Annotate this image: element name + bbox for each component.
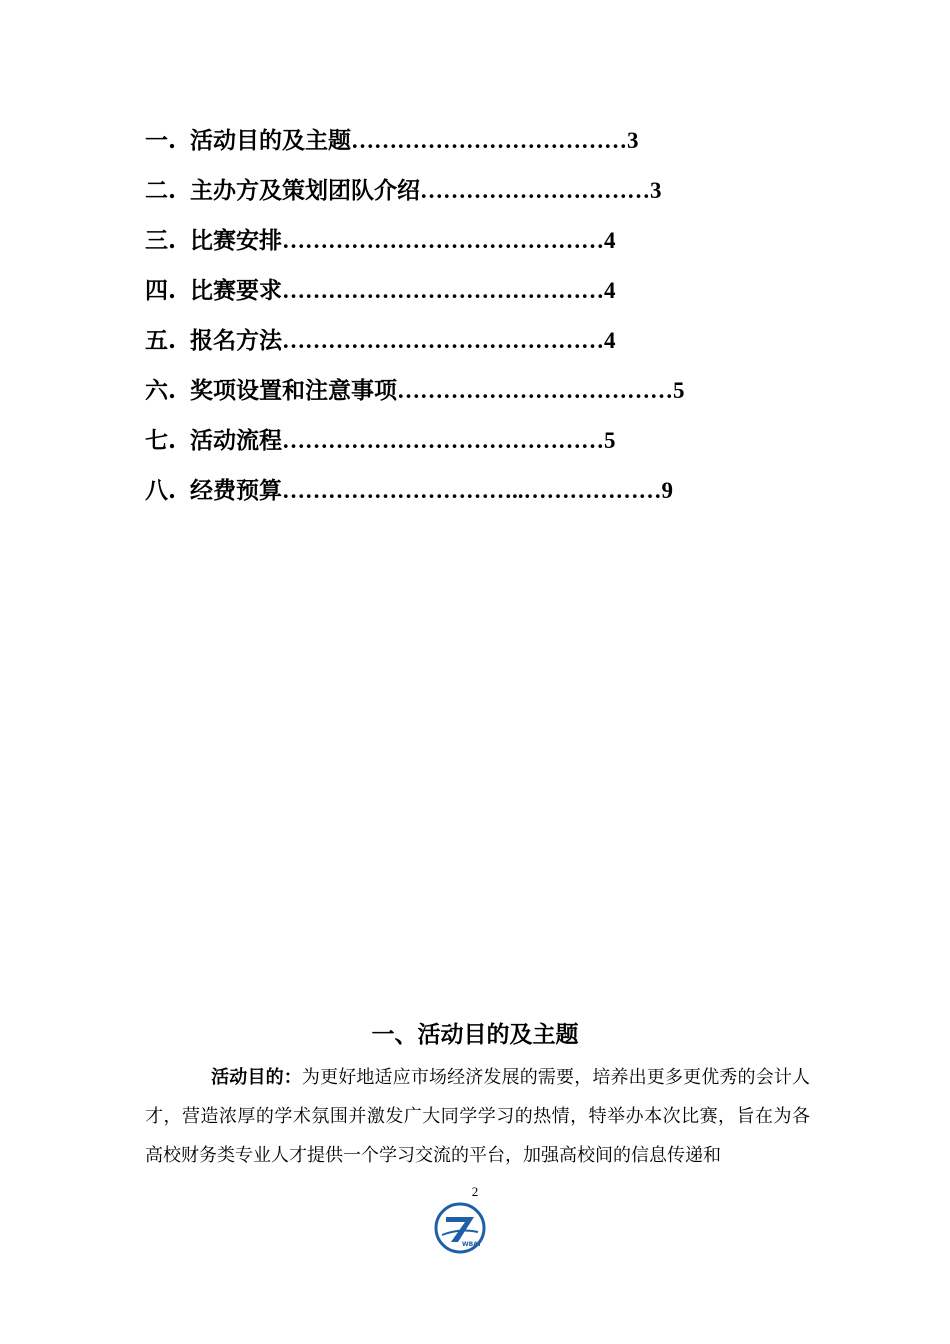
- toc-entry[interactable]: [145, 268, 745, 318]
- body-paragraph: [145, 1058, 810, 1175]
- toc-entry-page: 4: [604, 228, 616, 253]
- toc-entry-number: 一.: [145, 127, 177, 154]
- toc-entry-title: 活动目的及主题: [190, 127, 352, 154]
- toc-entry[interactable]: [145, 468, 745, 518]
- toc-entry-page: 9: [661, 478, 674, 503]
- toc-entry-number: 八.: [145, 477, 177, 504]
- paragraph-lead: 活动目的：: [211, 1067, 302, 1088]
- toc-entry-number: 四.: [145, 277, 177, 304]
- toc-entry[interactable]: [145, 168, 745, 218]
- toc-entry-leader: ……………………………………: [282, 278, 605, 303]
- toc-entry-title: 主办方及策划团队介绍: [190, 177, 421, 204]
- toc-entry-leader: ……………………………………: [282, 228, 605, 253]
- toc-entry-title: 报名方法: [190, 327, 283, 354]
- paragraph-text: 为更好地适应市场经济发展的需要，培养出更多更优秀的会计人才，营造浓厚的学术氛围并激发广大同学学习的热情，特举办本次比赛，旨在为各高校财务类专业人才提供一个学习交流的平台，加强高校间的信息传递和: [145, 1067, 811, 1166]
- toc-entry-page: 5: [673, 378, 685, 403]
- toc-entry-page: 3: [650, 178, 662, 203]
- toc-entry-leader: …………………………: [420, 178, 651, 203]
- toc-entry-page: 3: [627, 128, 639, 153]
- toc-entry[interactable]: [145, 218, 745, 268]
- toc-entry-leader: ………………………………: [397, 378, 674, 403]
- toc-entry-title: 比赛要求: [190, 277, 283, 304]
- table-of-contents: [145, 118, 745, 518]
- toc-entry[interactable]: [145, 318, 745, 368]
- toc-entry[interactable]: [145, 368, 745, 418]
- toc-entry[interactable]: [145, 418, 745, 468]
- toc-entry-title: 奖项设置和注意事项: [190, 377, 398, 404]
- toc-entry-page: 4: [604, 278, 616, 303]
- toc-entry-title: 比赛安排: [190, 227, 283, 254]
- toc-entry-page: 4: [604, 328, 616, 353]
- toc-entry-leader: ……………………………………: [282, 328, 605, 353]
- page-number: 2: [471, 1184, 479, 1199]
- toc-entry-leader: …………………………..………………: [282, 478, 662, 503]
- toc-entry-number: 七.: [145, 427, 177, 454]
- toc-entry-title: 活动流程: [190, 427, 283, 454]
- toc-entry-title: 经费预算: [190, 477, 283, 504]
- svg-text:WBAT: WBAT: [462, 1241, 482, 1248]
- toc-entry-leader: ………………………………: [351, 128, 628, 153]
- toc-entry-number: 三.: [145, 227, 177, 254]
- toc-entry-number: 六.: [145, 377, 177, 404]
- toc-entry-number: 五.: [145, 327, 177, 354]
- toc-entry-leader: ……………………………………: [282, 428, 605, 453]
- toc-entry[interactable]: [145, 118, 745, 168]
- section-heading: 一、活动目的及主题: [371, 1021, 579, 1048]
- toc-entry-number: 二.: [145, 177, 177, 204]
- organization-logo: [434, 1202, 486, 1254]
- toc-entry-page: 5: [604, 428, 616, 453]
